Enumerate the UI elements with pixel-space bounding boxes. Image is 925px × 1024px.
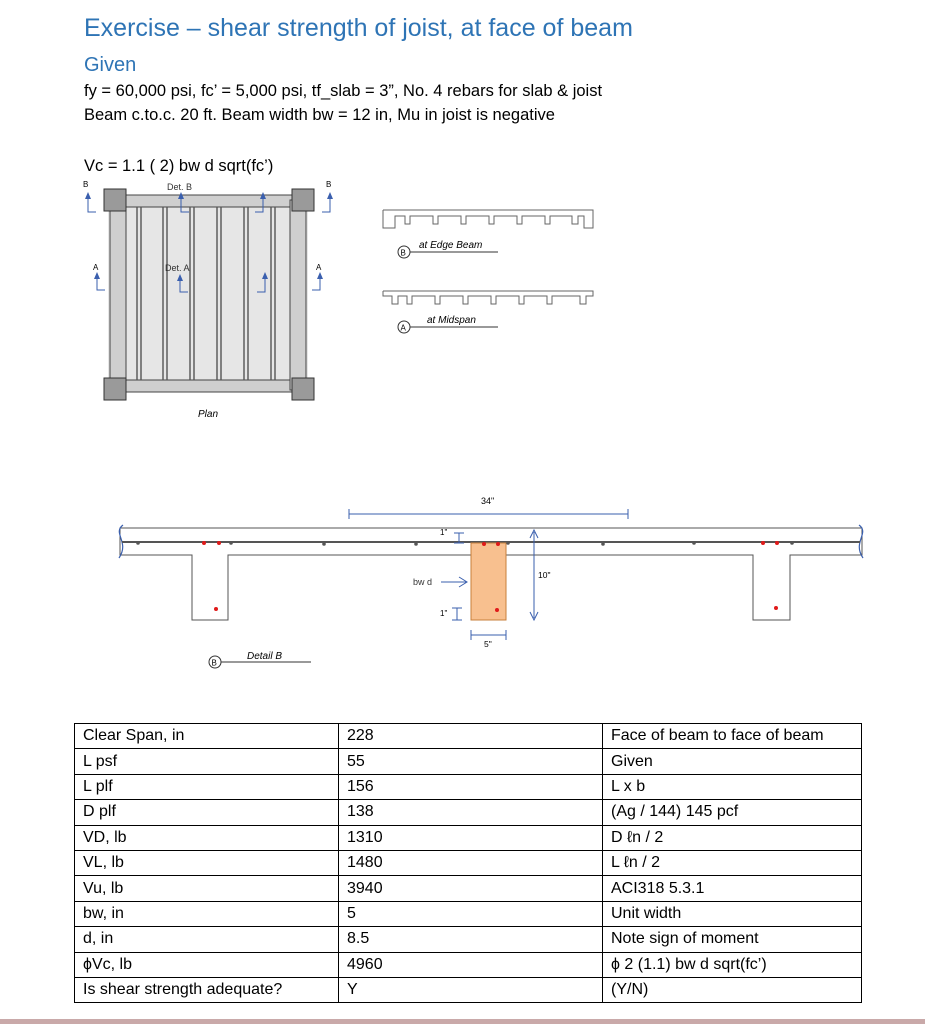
plan-section-b-left: B [83,180,89,189]
row-label: d, in [75,927,339,952]
table-row [75,901,862,926]
row-label: VD, lb [75,825,339,850]
table-row [75,850,862,875]
midspan-label: at Midspan [427,315,476,326]
given-line-2: Beam c.to.c. 20 ft. Beam width bw = 12 in, Mu in joist is negative [84,106,555,124]
row-value: 4960 [339,952,603,977]
bottom-divider [0,1019,925,1024]
row-label: L plf [75,774,339,799]
given-heading: Given [84,54,137,76]
dim-1-top: 1" [440,528,448,537]
dim-34: 34" [481,496,495,506]
row-value: 55 [339,749,603,774]
row-label: Is shear strength adequate? [75,977,339,1002]
table-row [75,774,862,799]
row-note: Face of beam to face of beam [603,724,862,749]
row-label: Vu, lb [75,876,339,901]
detail-b-label: Detail B [247,651,283,662]
row-value: 156 [339,774,603,799]
detail-b-marker: B [211,658,217,668]
plan-section-b-right: B [326,180,332,189]
table-row [75,952,862,977]
row-label: L psf [75,749,339,774]
edge-beam-label: at Edge Beam [419,240,483,251]
table-row [75,749,862,774]
plan-section-a-left: A [93,263,99,272]
row-value: 1480 [339,850,603,875]
row-value: Y [339,977,603,1002]
section-midspan [383,291,593,333]
table-row [75,825,862,850]
row-label: Clear Span, in [75,724,339,749]
page-title: Exercise – shear strength of joist, at face of beam [84,14,633,42]
row-value: 228 [339,724,603,749]
dim-5: 5" [484,639,492,649]
bw-d-label: bw d [413,577,433,587]
section-edge-beam [383,210,593,258]
row-note: (Ag / 144) 145 pcf [603,800,862,825]
row-value: 5 [339,901,603,926]
row-label: ϕVc, lb [75,952,339,977]
detail-b [119,496,863,668]
row-value: 1310 [339,825,603,850]
table-row [75,876,862,901]
row-note: Given [603,749,862,774]
table-row [75,800,862,825]
row-value: 8.5 [339,927,603,952]
row-note: L x b [603,774,862,799]
plan-det-a-label: Det. A [165,263,190,273]
row-note: D ℓn / 2 [603,825,862,850]
row-note: (Y/N) [603,977,862,1002]
shear-formula: Vc = 1.1 ( 2) bw d sqrt(fc’) [84,157,274,175]
plan-det-b-label: Det. B [167,182,193,192]
section-a-marker: A [400,323,406,333]
dim-10: 10" [538,570,551,580]
table-row [75,724,862,749]
row-label: D plf [75,800,339,825]
row-value: 3940 [339,876,603,901]
row-label: VL, lb [75,850,339,875]
given-line-1: fy = 60,000 psi, fc’ = 5,000 psi, tf_slab = 3”, No. 4 rebars for slab & joist [84,82,603,100]
plan-section-a-right: A [316,263,322,272]
calculation-table [74,723,862,1003]
plan-label: Plan [198,409,219,420]
row-note: L ℓn / 2 [603,850,862,875]
row-note: ACI318 5.3.1 [603,876,862,901]
plan-view [83,180,333,420]
table-row [75,927,862,952]
row-label: bw, in [75,901,339,926]
row-value: 138 [339,800,603,825]
dim-1-bottom: 1" [440,609,448,618]
row-note: Unit width [603,901,862,926]
row-note: Note sign of moment [603,927,862,952]
section-b-marker: B [400,248,406,258]
table-row [75,977,862,1002]
row-note: ϕ 2 (1.1) bw d sqrt(fc’) [603,952,862,977]
